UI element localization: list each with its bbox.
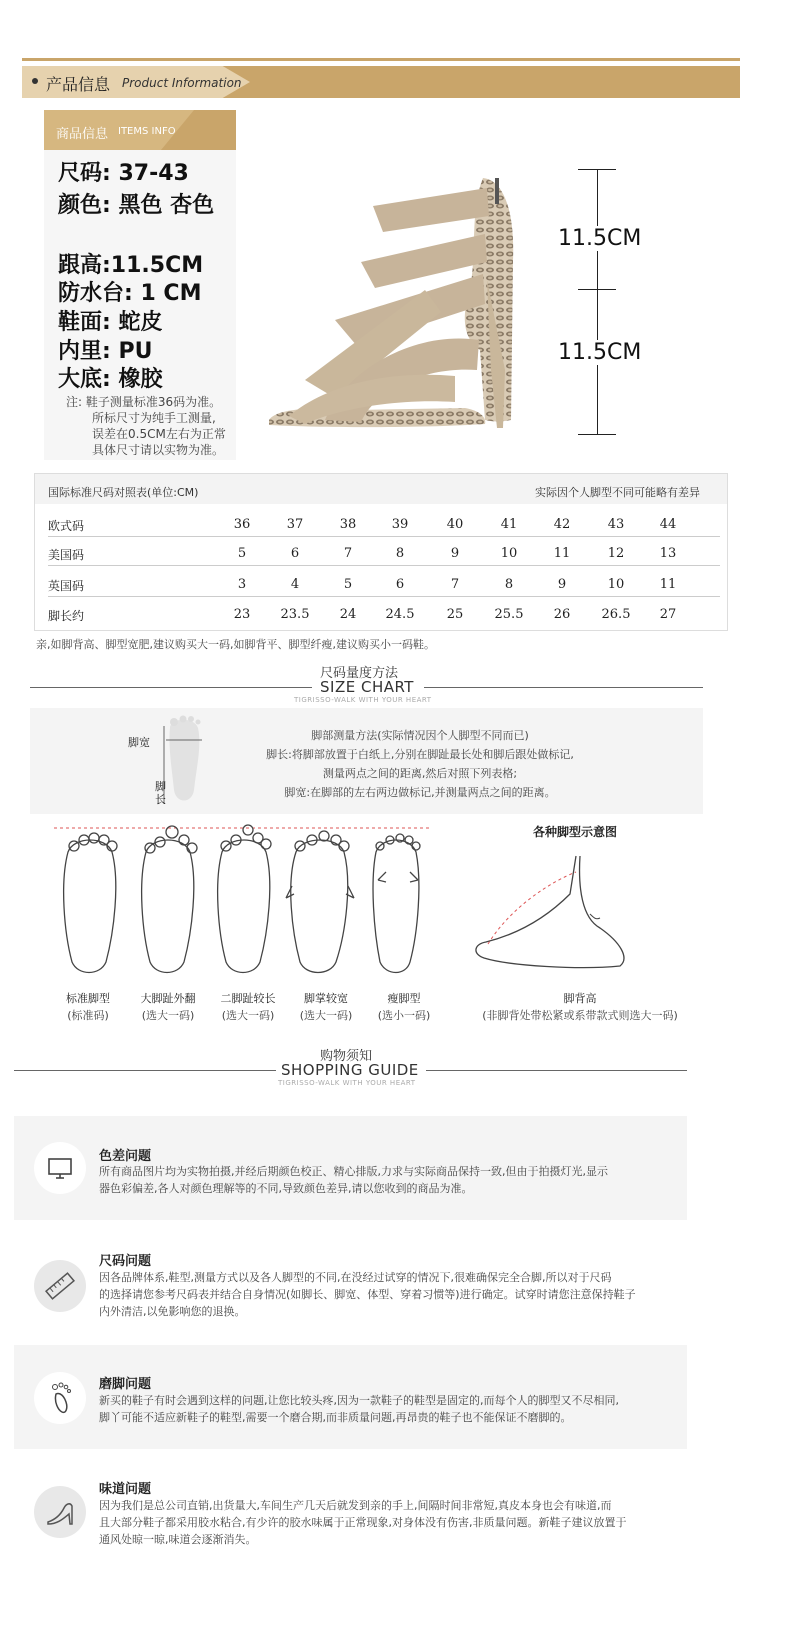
table-cell: 39	[391, 517, 409, 532]
guide-body-line: 脚丫可能不适应新鞋子的鞋型,需要一个磨合期,而非质量问题,再昂贵的鞋子也不能保证不磨脚的。	[99, 1411, 572, 1424]
table-cell: 36	[233, 517, 251, 532]
spec-lining: 内里: PU	[58, 339, 153, 364]
foot-type-advice: (选大一码)	[299, 1009, 353, 1022]
high-instep-name: 脚背高	[563, 992, 597, 1005]
dimension-tick-middle	[578, 289, 616, 290]
spec-note-4: 具体尺寸请以实物为准。	[92, 443, 225, 457]
size-chart-tagline: TIGRISSO-WALK WITH YOUR HEART	[294, 696, 432, 704]
table-cell: 7	[450, 577, 460, 592]
method-line-4: 脚宽:在脚部的左右两边做标记,并测量两点之间的距离。	[284, 786, 556, 799]
divider	[30, 687, 312, 688]
divider	[424, 687, 703, 688]
foot-types-illustration	[50, 822, 450, 980]
high-instep-advice: (非脚背处带松紧或系带款式则选大一码)	[482, 1009, 678, 1022]
table-row-label: 脚长约	[48, 609, 85, 623]
table-cell: 24.5	[385, 607, 415, 622]
shopping-guide-title-en: SHOPPING GUIDE	[281, 1061, 419, 1079]
table-cell: 23.5	[280, 607, 310, 622]
table-cell: 26.5	[601, 607, 631, 622]
spec-note-2: 所标尺寸为纯手工测量,	[92, 411, 216, 425]
footprint-icon	[34, 1372, 86, 1424]
sandal-image	[265, 170, 515, 435]
table-cell: 38	[339, 517, 357, 532]
table-cell: 11	[659, 577, 677, 592]
header-title: 产品信息	[46, 75, 111, 94]
guide-title: 色差问题	[99, 1149, 152, 1164]
method-line-3: 测量两点之间的距离,然后对照下列表格;	[322, 767, 518, 780]
dimension-tick-bottom	[578, 434, 616, 435]
monitor-icon	[34, 1142, 86, 1194]
size-chart-title-en: SIZE CHART	[320, 678, 414, 696]
size-tip: 亲,如脚背高、脚型宽肥,建议购买大一码,如脚背平、脚型纤瘦,建议购买小一码鞋。	[36, 638, 435, 651]
ruler-icon	[34, 1260, 86, 1312]
table-cell: 27	[659, 607, 677, 622]
guide-body-line: 且大部分鞋子都采用胶水粘合,有少许的胶水味属于正常现象,对身体没有伤害,非质量问题。新鞋子建议放置于	[99, 1516, 627, 1529]
spec-color: 颜色: 黑色 杏色	[58, 193, 215, 218]
table-cell: 41	[500, 517, 518, 532]
spec-platform: 防水台: 1 CM	[58, 281, 202, 306]
table-cell: 6	[290, 546, 300, 561]
table-divider	[48, 565, 720, 566]
table-row-label: 美国码	[48, 548, 85, 562]
spec-note-3: 误差在0.5CM左右为正常	[92, 427, 226, 441]
high-heel-icon	[34, 1486, 86, 1538]
method-line-2: 脚长:将脚部放置于白纸上,分别在脚趾最长处和脚后跟处做标记,	[266, 748, 574, 761]
table-cell: 42	[553, 517, 571, 532]
size-table-title: 国际标准尺码对照表(单位:CM)	[48, 486, 199, 499]
table-cell: 13	[659, 546, 677, 561]
foot-type-advice: (选大一码)	[141, 1009, 195, 1022]
guide-title: 尺码问题	[99, 1254, 152, 1269]
table-cell: 44	[659, 517, 677, 532]
guide-title: 磨脚问题	[99, 1377, 152, 1392]
foot-length-label: 脚长	[155, 780, 166, 806]
foot-width-label: 脚宽	[128, 736, 150, 749]
table-cell: 8	[504, 577, 514, 592]
table-cell: 43	[607, 517, 625, 532]
guide-body-line: 因为我们是总公司直销,出货量大,车间生产几天后就发到亲的手上,间隔时间非常短,真皮本身也会有味道,而	[99, 1499, 612, 1512]
high-instep-illustration	[470, 848, 640, 972]
method-line-1: 脚部测量方法(实际情况因个人脚型不同而已)	[311, 729, 529, 742]
size-table-note: 实际因个人脚型不同可能略有差异	[535, 486, 700, 499]
foot-type-advice: (选大一码)	[221, 1009, 275, 1022]
table-cell: 3	[237, 577, 247, 592]
table-cell: 9	[557, 577, 567, 592]
guide-body-line: 的选择请您参考尺码表并结合自身情况(如脚长、脚宽、体型、穿着习惯等)进行确定。试穿时请您注意保持鞋子	[99, 1288, 636, 1301]
foot-type-name: 二脚趾较长	[220, 992, 276, 1005]
foot-type-advice: (标准码)	[67, 1009, 109, 1022]
guide-body-line: 新买的鞋子有时会遇到这样的问题,让您比较头疼,因为一款鞋子的鞋型是固定的,而每个人的脚型又不尽相同,	[99, 1394, 619, 1407]
table-row-label: 英国码	[48, 579, 85, 593]
table-cell: 25.5	[494, 607, 524, 622]
table-cell: 6	[395, 577, 405, 592]
table-cell: 24	[339, 607, 357, 622]
shopping-guide-tagline: TIGRISSO-WALK WITH YOUR HEART	[278, 1079, 416, 1087]
foot-type-name: 瘦脚型	[387, 992, 421, 1005]
spec-size: 尺码: 37-43	[58, 161, 189, 186]
dimension-upper-label: 11.5CM	[558, 226, 642, 251]
table-cell: 5	[237, 546, 247, 561]
table-divider	[48, 536, 720, 537]
table-cell: 26	[553, 607, 571, 622]
header-subtitle: Product Information	[122, 76, 242, 90]
divider	[426, 1070, 687, 1071]
header-top-line	[22, 58, 740, 61]
bullet-icon	[32, 78, 38, 84]
table-cell: 10	[607, 577, 625, 592]
foot-type-name: 大脚趾外翻	[140, 992, 196, 1005]
table-cell: 11	[553, 546, 571, 561]
items-info-title: 商品信息	[56, 127, 109, 142]
guide-body-line: 器色彩偏差,各人对颜色理解等的不同,导致颜色差异,请以您收到的商品为准。	[99, 1182, 473, 1195]
table-cell: 40	[446, 517, 464, 532]
table-row-label: 欧式码	[48, 519, 85, 533]
foot-types-title: 各种脚型示意图	[533, 825, 618, 839]
dimension-line	[597, 169, 598, 435]
shopping-guide-title-cn: 购物须知	[320, 1049, 373, 1064]
table-cell: 9	[450, 546, 460, 561]
table-cell: 10	[500, 546, 518, 561]
table-divider	[48, 596, 720, 597]
foot-type-name: 标准脚型	[66, 992, 110, 1005]
table-cell: 25	[446, 607, 464, 622]
divider	[14, 1070, 276, 1071]
table-cell: 7	[343, 546, 353, 561]
table-cell: 23	[233, 607, 251, 622]
spec-heel-height: 跟高:11.5CM	[58, 253, 204, 278]
guide-body-line: 所有商品图片均为实物拍摄,并经后期颜色校正、精心排版,力求与实际商品保持一致,但由于拍摄灯光,显示	[99, 1165, 608, 1178]
table-cell: 37	[286, 517, 304, 532]
table-cell: 4	[290, 577, 300, 592]
table-cell: 5	[343, 577, 353, 592]
guide-body-line: 因各品牌体系,鞋型,测量方式以及各人脚型的不同,在没经过试穿的情况下,很难确保完全合脚,所以对于尺码	[99, 1271, 612, 1284]
spec-sole: 大底: 橡胶	[58, 367, 163, 392]
size-chart-title-cn: 尺码量度方法	[320, 666, 399, 681]
foot-type-advice: (选小一码)	[377, 1009, 431, 1022]
guide-body-line: 通风处晾一晾,味道会逐渐消失。	[99, 1533, 257, 1546]
items-info-subtitle: ITEMS INFO	[118, 126, 176, 137]
foot-type-name: 脚掌较宽	[304, 992, 348, 1005]
spec-note-1: 注: 鞋子测量标准36码为准。	[66, 395, 222, 409]
guide-title: 味道问题	[99, 1482, 152, 1497]
dimension-lower-label: 11.5CM	[558, 340, 642, 365]
table-cell: 12	[607, 546, 625, 561]
guide-body-line: 内外清洁,以免影响您的退换。	[99, 1305, 246, 1318]
table-cell: 8	[395, 546, 405, 561]
spec-upper: 鞋面: 蛇皮	[58, 310, 163, 335]
